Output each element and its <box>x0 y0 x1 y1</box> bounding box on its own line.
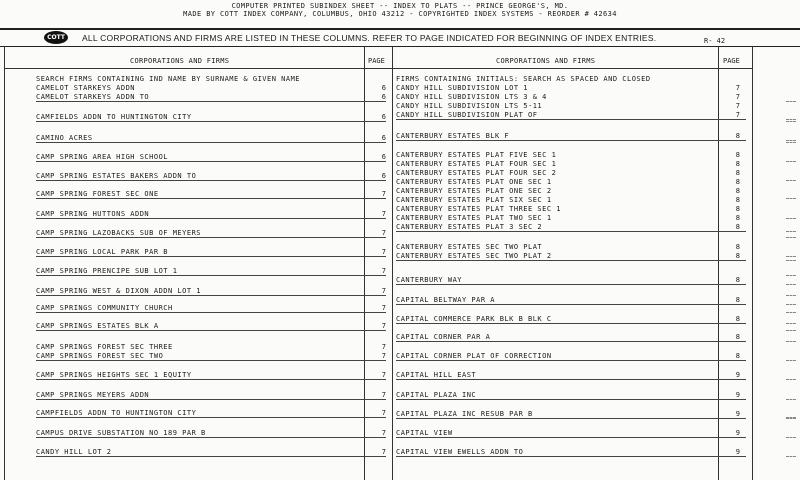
left-entry-underline <box>36 237 386 238</box>
left-row-dash <box>786 275 796 276</box>
left-entry-underline <box>36 295 386 296</box>
left-entry-text: CANDY HILL LOT 2 <box>36 448 112 456</box>
right-row-dash <box>786 323 796 324</box>
right-entry-underline <box>396 323 746 324</box>
right-entry-text: CANTERBURY ESTATES SEC TWO PLAT 2 <box>396 252 552 260</box>
right-entry-page: 8 <box>735 214 740 222</box>
left-entry-underline <box>36 437 386 438</box>
left-entry-page: 7 <box>381 448 386 456</box>
left-entry-page: 7 <box>381 352 386 360</box>
sheet-publisher-line: MADE BY COTT INDEX COMPANY, COLUMBUS, OHIO 43212 - COPYRIGHTED INDEX SYSTEMS - REORDER # 42634 <box>183 10 617 18</box>
right-entry-text: CAPITAL CORNER PAR A <box>396 333 491 341</box>
top-rule <box>0 28 800 30</box>
right-entry-page: 8 <box>735 196 740 204</box>
left-border-line <box>4 47 5 480</box>
right-entry-page: 8 <box>735 178 740 186</box>
right-entry-page: 8 <box>735 160 740 168</box>
right-entry-text: CAPITAL COMMERCE PARK BLK B BLK C <box>396 315 552 323</box>
header-divider <box>0 46 800 47</box>
left-entry-text: CAMELOT STARKEYS ADDN TO <box>36 93 150 101</box>
right-entry-underline <box>396 437 746 438</box>
left-entry-text: CAMP SPRINGS FOREST SEC THREE <box>36 343 173 351</box>
left-entry-underline <box>36 121 386 122</box>
right-row-dash <box>786 437 796 438</box>
left-entry-underline <box>36 256 386 257</box>
left-entry-text: CAMINO ACRES <box>36 134 93 142</box>
right-page-header: PAGE <box>723 57 740 65</box>
left-entry-page: 6 <box>381 84 386 92</box>
left-entry-page: 7 <box>381 267 386 275</box>
left-entry-text: CAMELOT STARKEYS ADDN <box>36 84 136 92</box>
left-entry-underline <box>36 417 386 418</box>
right-entry-page: 7 <box>735 93 740 101</box>
left-entry-text: CAMP SPRING LAZOBACKS SUB OF MEYERS <box>36 229 202 237</box>
right-entry-text: CANTERBURY WAY <box>396 276 463 284</box>
right-entry-text: CAPITAL VIEW <box>396 429 453 437</box>
right-entry-page: 8 <box>735 132 740 140</box>
left-entry-page: 7 <box>381 343 386 351</box>
left-entry-text: CAMP SPRING ESTATES BAKERS ADDN TO <box>36 172 197 180</box>
left-entry-text: CAMP SPRING LOCAL PARK PAR B <box>36 248 169 256</box>
right-entry-underline <box>396 456 746 457</box>
left-row-dash <box>786 218 796 219</box>
left-entry-page: 7 <box>381 287 386 295</box>
right-row-dash <box>786 231 796 232</box>
left-row-dash <box>786 295 796 296</box>
right-entry-text: FIRMS CONTAINING INITIALS: SEARCH AS SPACED AND CLOSED <box>396 75 651 83</box>
right-entry-underline <box>396 399 746 400</box>
left-entry-underline <box>36 312 386 313</box>
right-entry-page: 9 <box>735 410 740 418</box>
left-entry-underline <box>36 101 386 102</box>
instruction-text: ALL CORPORATIONS AND FIRMS ARE LISTED IN THESE COLUMNS. REFER TO PAGE INDICATED FOR BEGINNING OF INDEX ENTRIES. <box>82 33 657 43</box>
left-entry-text: CAMP SPRINGS HEIGHTS SEC 1 EQUITY <box>36 371 192 379</box>
left-entry-text: CAMP SPRING FOREST SEC ONE <box>36 190 159 198</box>
left-entry-text: CAMP SPRING AREA HIGH SCHOOL <box>36 153 169 161</box>
right-entry-page: 8 <box>735 187 740 195</box>
right-row-dash <box>786 379 796 380</box>
right-entry-text: CAPITAL PLAZA INC RESUB PAR B <box>396 410 533 418</box>
left-column-title: CORPORATIONS AND FIRMS <box>130 57 230 65</box>
left-entry-page: 7 <box>381 322 386 330</box>
right-entry-underline <box>396 304 746 305</box>
right-column-title: CORPORATIONS AND FIRMS <box>496 57 596 65</box>
right-row-dash <box>786 140 796 141</box>
right-entry-underline <box>396 284 746 285</box>
right-entry-page: 8 <box>735 296 740 304</box>
right-entry-text: CAPITAL PLAZA INC <box>396 391 477 399</box>
left-entry-underline <box>36 180 386 181</box>
right-entry-page: 9 <box>735 448 740 456</box>
left-entry-underline <box>36 275 386 276</box>
right-entry-underline <box>396 379 746 380</box>
right-entry-text: CAPITAL CORNER PLAT OF CORRECTION <box>396 352 552 360</box>
left-entry-text: SEARCH FIRMS CONTAINING IND NAME BY SURNAME & GIVEN NAME <box>36 75 301 83</box>
left-row-dash <box>786 237 796 238</box>
column-divider <box>392 47 393 480</box>
left-entry-page: 7 <box>381 304 386 312</box>
left-row-dash <box>786 256 796 257</box>
left-entry-underline <box>36 360 386 361</box>
right-entry-page: 9 <box>735 371 740 379</box>
left-entry-underline <box>36 198 386 199</box>
left-entry-page: 7 <box>381 391 386 399</box>
left-entry-text: CAMPUS DRIVE SUBSTATION NO 189 PAR B <box>36 429 206 437</box>
left-entry-text: CAMP SPRING WEST & DIXON ADDN LOT 1 <box>36 287 202 295</box>
left-entry-page: 6 <box>381 153 386 161</box>
right-entry-text: CANDY HILL SUBDIVISION LOT 1 <box>396 84 529 92</box>
right-entry-text: CANTERBURY ESTATES PLAT FOUR SEC 1 <box>396 160 557 168</box>
right-entry-text: CAPITAL HILL EAST <box>396 371 477 379</box>
right-entry-text: CAPITAL VIEW EWELLS ADDN TO <box>396 448 524 456</box>
right-entry-text: CANTERBURY ESTATES SEC TWO PLAT <box>396 243 543 251</box>
left-header-underline <box>4 68 392 69</box>
left-entry-underline <box>36 456 386 457</box>
left-entry-page: 7 <box>381 190 386 198</box>
left-entry-text: CAMPFIELDS ADDN TO HUNTINGTON CITY <box>36 409 197 417</box>
right-row-dash <box>786 456 796 457</box>
left-entry-page: 7 <box>381 210 386 218</box>
right-entry-underline <box>396 231 746 232</box>
left-entry-page: 6 <box>381 172 386 180</box>
left-entry-text: CAMP SPRINGS FOREST SEC TWO <box>36 352 164 360</box>
right-entry-page: 8 <box>735 352 740 360</box>
left-entry-text: CAMP SPRINGS MEYERS ADDN <box>36 391 150 399</box>
right-entry-text: CANTERBURY ESTATES PLAT FOUR SEC 2 <box>396 169 557 177</box>
left-entry-page: 7 <box>381 371 386 379</box>
right-row-dash <box>786 399 796 400</box>
left-row-dash <box>786 330 796 331</box>
right-row-dash <box>786 341 796 342</box>
cott-logo: COTT <box>44 31 68 44</box>
left-entry-page: 7 <box>381 409 386 417</box>
right-entry-page: 8 <box>735 315 740 323</box>
left-entry-text: CAMFIELDS ADDN TO HUNTINGTON CITY <box>36 113 192 121</box>
right-row-dash <box>786 418 796 419</box>
right-row-dash <box>786 304 796 305</box>
left-entry-underline <box>36 399 386 400</box>
left-row-dash <box>786 101 796 102</box>
right-entry-underline <box>396 260 746 261</box>
right-entry-underline <box>396 140 746 141</box>
right-entry-page: 8 <box>735 223 740 231</box>
left-entry-underline <box>36 161 386 162</box>
right-entry-underline <box>396 119 746 120</box>
left-entry-text: CAMP SPRINGS COMMUNITY CHURCH <box>36 304 173 312</box>
right-entry-text: CAPITAL BELTWAY PAR A <box>396 296 496 304</box>
left-row-dash <box>786 312 796 313</box>
left-entry-page: 7 <box>381 248 386 256</box>
left-entry-underline <box>36 330 386 331</box>
right-entry-page: 8 <box>735 151 740 159</box>
right-entry-page: 8 <box>735 205 740 213</box>
right-entry-text: CANDY HILL SUBDIVISION PLAT OF <box>396 111 538 119</box>
right-entry-page: 8 <box>735 243 740 251</box>
right-entry-text: CANTERBURY ESTATES PLAT THREE SEC 1 <box>396 205 562 213</box>
right-entry-page: 8 <box>735 252 740 260</box>
left-row-dash <box>786 121 796 122</box>
left-entry-page: 6 <box>381 93 386 101</box>
right-entry-underline <box>396 341 746 342</box>
right-entry-text: CANTERBURY ESTATES PLAT ONE SEC 1 <box>396 178 552 186</box>
right-header-underline <box>392 68 752 69</box>
right-entry-page: 8 <box>735 276 740 284</box>
left-entry-page: 7 <box>381 229 386 237</box>
right-entry-page: 7 <box>735 84 740 92</box>
left-entry-text: CAMP SPRING PRENCIPE SUB LOT 1 <box>36 267 178 275</box>
left-row-dash <box>786 180 796 181</box>
right-entry-text: CANTERBURY ESTATES PLAT 3 SEC 2 <box>396 223 543 231</box>
left-entry-page: 6 <box>381 134 386 142</box>
right-entry-text: CANTERBURY ESTATES PLAT TWO SEC 1 <box>396 214 552 222</box>
right-row-dash <box>786 260 796 261</box>
left-row-dash <box>786 198 796 199</box>
right-entry-text: CANDY HILL SUBDIVISION LTS 3 & 4 <box>396 93 547 101</box>
left-row-dash <box>786 142 796 143</box>
left-entry-underline <box>36 379 386 380</box>
right-entry-page: 7 <box>735 102 740 110</box>
right-border-line <box>752 47 753 480</box>
right-entry-page: 8 <box>735 333 740 341</box>
right-entry-underline <box>396 360 746 361</box>
left-entry-text: CAMP SPRING HUTTONS ADDN <box>36 210 150 218</box>
right-row-dash <box>786 119 796 120</box>
right-entry-text: CANDY HILL SUBDIVISION LTS 5-11 <box>396 102 543 110</box>
right-entry-page: 8 <box>735 169 740 177</box>
right-row-dash <box>786 360 796 361</box>
left-page-divider <box>364 47 365 480</box>
right-entry-text: CANTERBURY ESTATES PLAT SIX SEC 1 <box>396 196 552 204</box>
left-row-dash <box>786 161 796 162</box>
left-page-header: PAGE <box>368 57 385 65</box>
right-entry-text: CANTERBURY ESTATES PLAT ONE SEC 2 <box>396 187 552 195</box>
left-entry-page: 7 <box>381 429 386 437</box>
right-entry-page: 7 <box>735 111 740 119</box>
right-entry-text: CANTERBURY ESTATES PLAT FIVE SEC 1 <box>396 151 557 159</box>
left-entry-text: CAMP SPRINGS ESTATES BLK A <box>36 322 159 330</box>
right-page-divider <box>718 47 719 480</box>
left-entry-underline <box>36 218 386 219</box>
right-entry-page: 9 <box>735 429 740 437</box>
left-entry-page: 6 <box>381 113 386 121</box>
left-entry-underline <box>36 142 386 143</box>
sheet-title: COMPUTER PRINTED SUBINDEX SHEET -- INDEX TO PLATS -- PRINCE GEORGE'S, MD. <box>231 2 569 10</box>
right-row-dash <box>786 284 796 285</box>
right-entry-text: CANTERBURY ESTATES BLK F <box>396 132 510 140</box>
right-entry-underline <box>396 418 746 419</box>
sheet-number: R- 42 <box>704 37 726 45</box>
right-entry-page: 9 <box>735 391 740 399</box>
